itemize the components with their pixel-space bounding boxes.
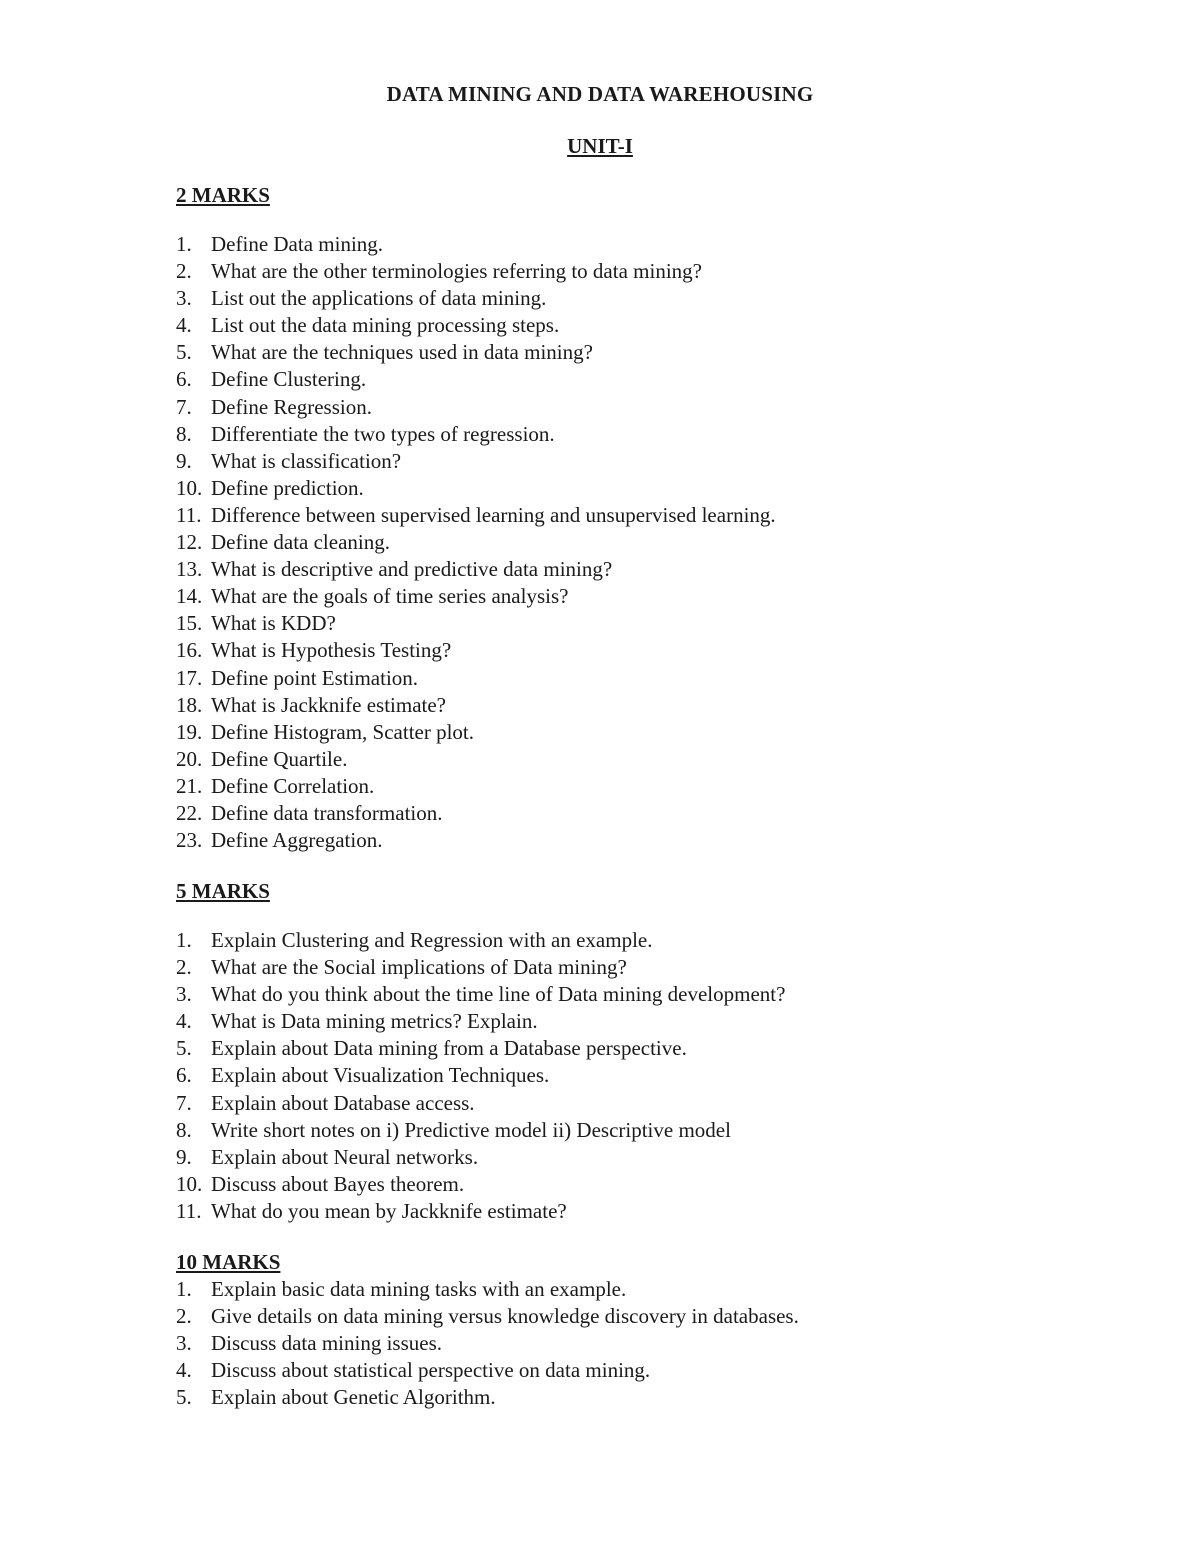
question-item (176, 927, 1136, 954)
document-title: DATA MINING AND DATA WAREHOUSING (386, 82, 814, 106)
question-number: 12. (176, 530, 203, 555)
question-text: Define Data mining. (211, 232, 384, 256)
section-10-marks (176, 1249, 1136, 1411)
question-number: 15. (176, 611, 203, 636)
question-item (176, 827, 1136, 854)
question-number: 7. (176, 394, 192, 419)
section-heading: 10 MARKS (176, 1250, 281, 1274)
question-text: Define point Estimation. (211, 665, 419, 690)
question-item (176, 1090, 1136, 1117)
question-text: Define Clustering. (211, 367, 367, 392)
question-text: Discuss about Bayes theorem. (211, 1171, 465, 1196)
question-number: 20. (176, 746, 203, 771)
question-text: What do you think about the time line of Data mining development? (211, 982, 786, 1007)
question-text: Define Histogram, Scatter plot. (211, 719, 475, 744)
question-item (176, 312, 1136, 339)
question-item (176, 475, 1136, 502)
question-number: 3. (176, 1331, 192, 1356)
question-number: 21. (176, 773, 203, 798)
question-item (176, 583, 1136, 610)
question-number: 8. (176, 421, 192, 446)
question-text: List out the data mining processing steps. (211, 313, 560, 338)
question-number: 9. (176, 1144, 192, 1169)
question-item (176, 981, 1136, 1008)
question-item (176, 1144, 1136, 1171)
question-item (176, 637, 1136, 664)
question-text: Explain about Visualization Techniques. (211, 1063, 550, 1088)
question-text: Define Correlation. (211, 773, 375, 798)
question-text: Give details on data mining versus knowledge discovery in databases. (211, 1304, 799, 1329)
question-item (176, 366, 1136, 393)
question-number: 2. (176, 1304, 192, 1329)
question-text: Define data transformation. (211, 800, 443, 825)
question-number: 10. (176, 475, 203, 500)
question-item (176, 448, 1136, 475)
question-list (176, 927, 1136, 1225)
question-text: Explain basic data mining tasks with an example. (211, 1277, 627, 1301)
question-text: List out the applications of data mining. (211, 286, 547, 311)
question-item (176, 556, 1136, 583)
question-item (176, 746, 1136, 773)
section-heading: 5 MARKS (176, 879, 270, 903)
question-number: 9. (176, 448, 192, 473)
question-item (176, 339, 1136, 366)
question-item (176, 1171, 1136, 1198)
question-list (176, 231, 1136, 854)
question-item (176, 1357, 1136, 1384)
question-item (176, 692, 1136, 719)
question-number: 18. (176, 692, 203, 717)
question-text: Define prediction. (211, 475, 364, 500)
question-text: Differentiate the two types of regression. (211, 421, 555, 446)
question-text: What is descriptive and predictive data mining? (211, 557, 613, 582)
question-text: What is Jackknife estimate? (211, 692, 446, 717)
question-number: 7. (176, 1090, 192, 1115)
question-text: Explain about Database access. (211, 1090, 475, 1115)
question-item (176, 800, 1136, 827)
question-item (176, 610, 1136, 637)
question-text: What are the goals of time series analysis? (211, 584, 569, 609)
question-number: 17. (176, 665, 203, 690)
question-item (176, 529, 1136, 556)
question-item (176, 1384, 1136, 1411)
question-number: 3. (176, 982, 192, 1007)
question-item (176, 285, 1136, 312)
question-text: Define Aggregation. (211, 828, 383, 853)
question-text: Discuss data mining issues. (211, 1331, 442, 1356)
question-item (176, 1008, 1136, 1035)
question-text: What is Hypothesis Testing? (211, 638, 452, 663)
question-text: What is classification? (211, 448, 402, 473)
question-number: 8. (176, 1117, 192, 1142)
question-item (176, 502, 1136, 529)
question-text: Explain Clustering and Regression with an example. (211, 928, 653, 952)
question-text: Define Quartile. (211, 746, 348, 771)
question-item (176, 1276, 1136, 1303)
question-number: 5. (176, 1036, 192, 1061)
question-item (176, 954, 1136, 981)
section-heading: 2 MARKS (176, 183, 270, 207)
question-item (176, 421, 1136, 448)
question-number: 11. (176, 1198, 202, 1223)
question-item (176, 1330, 1136, 1357)
question-number: 23. (176, 828, 203, 853)
question-number: 1. (176, 1277, 192, 1301)
question-text: Define data cleaning. (211, 530, 390, 555)
section-2-marks (176, 182, 1136, 854)
question-number: 19. (176, 719, 203, 744)
question-text: Explain about Neural networks. (211, 1144, 479, 1169)
question-number: 2. (176, 955, 192, 980)
question-number: 2. (176, 259, 192, 284)
question-number: 1. (176, 232, 192, 256)
question-item (176, 1303, 1136, 1330)
question-number: 1. (176, 928, 192, 952)
question-text: Explain about Genetic Algorithm. (211, 1385, 496, 1410)
question-item (176, 258, 1136, 285)
question-text: What do you mean by Jackknife estimate? (211, 1198, 567, 1223)
question-item (176, 773, 1136, 800)
question-number: 4. (176, 1358, 192, 1383)
question-text: What are the techniques used in data mining? (211, 340, 593, 365)
question-number: 16. (176, 638, 203, 663)
question-item (176, 231, 1136, 258)
question-item (176, 719, 1136, 746)
question-number: 13. (176, 557, 203, 582)
question-item (176, 665, 1136, 692)
question-text: Difference between supervised learning and unsupervised learning. (211, 502, 776, 527)
question-item (176, 1198, 1136, 1225)
question-number: 10. (176, 1171, 203, 1196)
unit-title: UNIT-I (567, 134, 633, 158)
question-number: 14. (176, 584, 203, 609)
question-number: 5. (176, 1385, 192, 1410)
question-number: 4. (176, 1009, 192, 1034)
question-number: 6. (176, 367, 192, 392)
question-number: 4. (176, 313, 192, 338)
question-text: What are the other terminologies referring to data mining? (211, 259, 702, 284)
question-text: Define Regression. (211, 394, 372, 419)
question-item (176, 1062, 1136, 1089)
question-number: 11. (176, 502, 202, 527)
question-text: Write short notes on i) Predictive model ii) Descriptive model (211, 1117, 731, 1142)
question-item (176, 1035, 1136, 1062)
question-item (176, 1117, 1136, 1144)
question-number: 5. (176, 340, 192, 365)
question-text: Discuss about statistical perspective on data mining. (211, 1358, 651, 1383)
question-text: What are the Social implications of Data mining? (211, 955, 627, 980)
question-number: 3. (176, 286, 192, 311)
question-number: 22. (176, 800, 203, 825)
question-text: Explain about Data mining from a Database perspective. (211, 1036, 687, 1061)
question-item (176, 394, 1136, 421)
question-text: What is Data mining metrics? Explain. (211, 1009, 538, 1034)
section-5-marks (176, 878, 1136, 1225)
question-number: 6. (176, 1063, 192, 1088)
question-text: What is KDD? (211, 611, 336, 636)
question-list (176, 1276, 1136, 1411)
